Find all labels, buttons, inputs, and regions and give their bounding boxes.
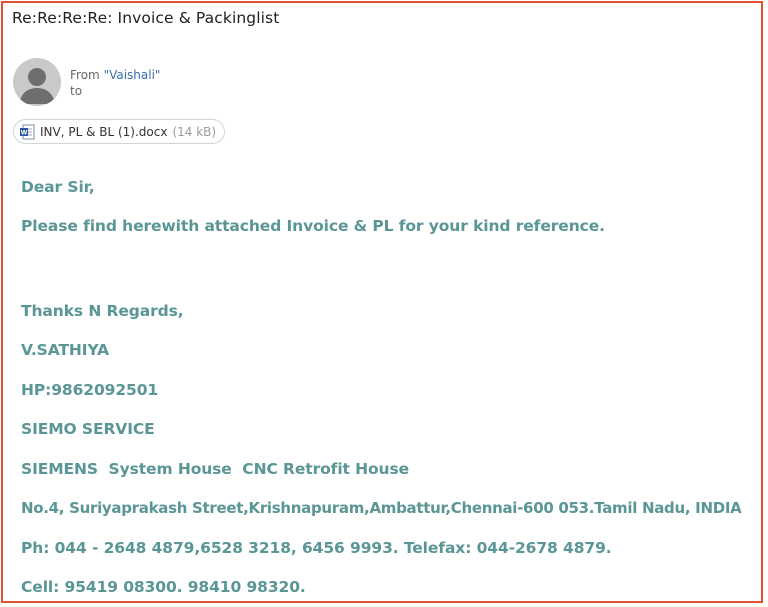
closing-text: Thanks N Regards, bbox=[21, 302, 184, 320]
email-frame bbox=[1, 1, 763, 603]
user-silhouette-icon bbox=[13, 58, 61, 106]
attachment-size: (14 kB) bbox=[172, 124, 217, 139]
from-label: From bbox=[70, 68, 100, 82]
avatar bbox=[13, 58, 61, 106]
signature-ph-line: Ph: 044 - 2648 4879,6528 3218, 6456 9993. Telefax: 044-2678 4879. bbox=[21, 539, 612, 557]
attachment-filename: INV, PL & BL (1).docx bbox=[40, 124, 168, 139]
attachment-chip[interactable] bbox=[13, 119, 225, 144]
signature-cell-line: Cell: 95419 08300. 98410 98320. bbox=[21, 578, 306, 596]
email-subject: Re:Re:Re:Re: Invoice & Packinglist bbox=[12, 9, 280, 27]
signature-tagline: SIEMENS System House CNC Retrofit House bbox=[21, 460, 410, 478]
sender-block bbox=[70, 67, 160, 99]
greeting-text: Dear Sir, bbox=[21, 178, 95, 196]
signature-address: No.4, Suriyaprakash Street,Krishnapuram,Ambattur,Chennai-600 053.Tamil Nadu, INDIA bbox=[21, 499, 742, 517]
signature-phone: HP:9862092501 bbox=[21, 381, 159, 399]
word-doc-icon bbox=[19, 124, 35, 140]
svg-text:W: W bbox=[20, 129, 28, 136]
sender-name-link[interactable]: "Vaishali" bbox=[103, 68, 161, 82]
signature-name: V.SATHIYA bbox=[21, 341, 109, 359]
to-label: to bbox=[70, 84, 83, 98]
signature-company: SIEMO SERVICE bbox=[21, 420, 155, 438]
message-text: Please find herewith attached Invoice & PL for your kind reference. bbox=[21, 217, 605, 235]
